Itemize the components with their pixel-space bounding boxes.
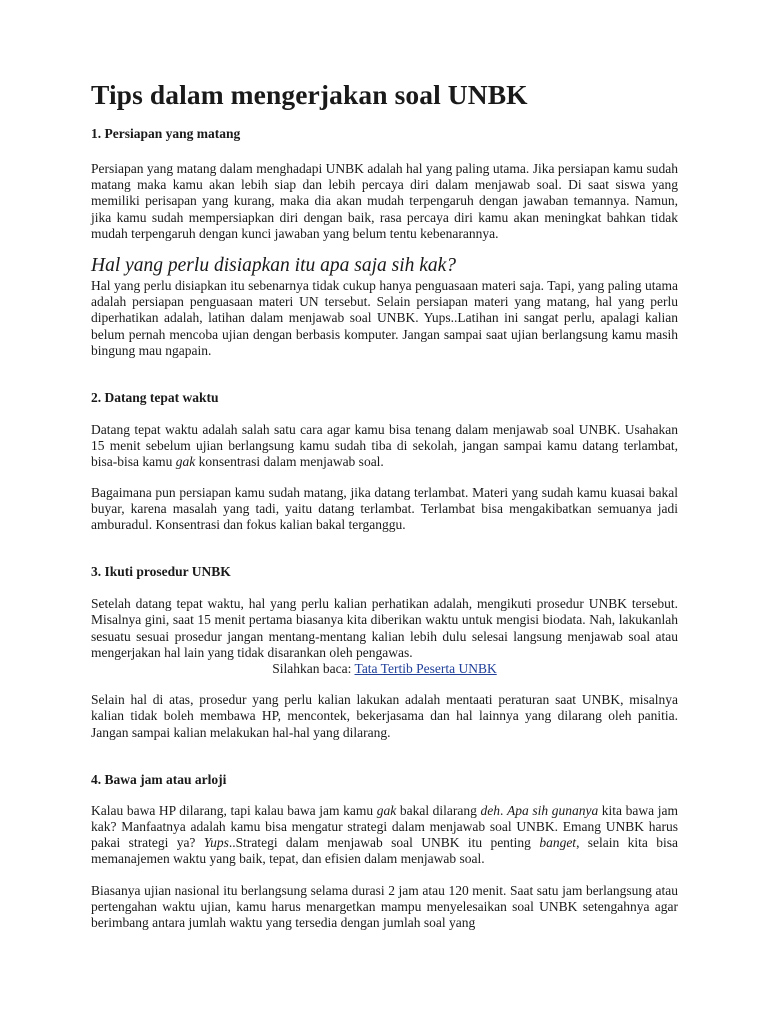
section-1-subheading: Hal yang perlu disiapkan itu apa saja sih kak?	[91, 255, 457, 277]
section-2-paragraph-1-part-a: Datang tepat waktu adalah salah satu cara agar kamu bisa tenang dalam menjawab soal UNBK. Usahakan 15 menit sebelum ujian berlangsung kamu sudah tiba di sekolah, jangan sampai kamu datang terlambat, bisa-bisa kamu	[91, 422, 678, 470]
section-4-paragraph-2: Biasanya ujian nasional itu berlangsung selama durasi 2 jam atau 120 menit. Saat satu jam berlangsung atau pertengahan waktu ujian, kamu harus menargetkan mampu menyelesaikan soal UNBK setengahnya agar berimbang antara jumlah waktu yang tersedia dengan jumlah soal yang	[91, 882, 678, 931]
s4-p1-em-3: Apa sih gunanya	[507, 802, 599, 818]
s4-p1-part-b: bakal dilarang	[396, 802, 481, 818]
s4-p1-em-1: gak	[376, 802, 397, 818]
section-2-heading: 2. Datang tepat waktu	[91, 390, 219, 406]
read-also-line	[91, 661, 678, 677]
document-page	[91, 78, 678, 931]
s4-p1-em-2: deh	[480, 802, 501, 818]
section-4-paragraph-1	[91, 803, 678, 868]
document-title: Tips dalam mengerjakan soal UNBK	[91, 79, 528, 110]
read-also-label: Silahkan baca:	[272, 661, 355, 677]
section-2-paragraph-1	[91, 422, 678, 471]
s4-p1-em-5: banget	[539, 835, 577, 851]
section-1-paragraph-1: Persiapan yang matang dalam menghadapi UNBK adalah hal yang paling utama. Jika persiapan kamu sudah matang maka kamu akan lebih siap dan lebih percaya diri dalam menjawab soal. Di saat siswa yang memiliki perisapan yang kurang, maka dia akan mudah terpengaruh dengan jawaban temannya. Namun, jika kamu sudah mempersiapkan diri dengan baik, rasa percaya diri kamu akan meningkat bahkan tidak mudah terpengaruh dengan kunci jawaban yang belum tentu kebenarannya.	[91, 161, 678, 241]
section-3-paragraph-2: Selain hal di atas, prosedur yang perlu kalian lakukan adalah mentaati peraturan saat UNBK, misalnya kalian tidak boleh membawa HP, mencontek, bekerjasama dan hal lainnya yang dilarang oleh panitia. Jangan sampai kalian melakukan hal-hal yang dilarang.	[91, 692, 678, 740]
section-1-heading: 1. Persiapan yang matang	[91, 126, 241, 141]
s4-p1-part-e: ..Strategi dalam menjawab soal UNBK itu penting	[228, 835, 540, 851]
section-3-paragraph-1: Setelah datang tepat waktu, hal yang perlu kalian perhatikan adalah, mengikuti prosedur UNBK tersebut. Misalnya gini, saat 15 menit pertama biasanya kita diberikan waktu untuk mengisi biodata. Nah, lakukanlah sesuatu sesuai prosedur jangan mentang-mentang kalian lebih dulu selesai langsung menjawab soal atau mengerjakan hal lain yang tidak disarankan oleh pengawas.	[91, 596, 678, 660]
section-2-paragraph-1-part-b: konsentrasi dalam menjawab soal.	[195, 454, 384, 470]
s4-p1-em-4: Yups	[203, 835, 229, 851]
s4-p1-part-c: .	[500, 802, 507, 818]
section-2-paragraph-1-emphasis: gak	[175, 454, 196, 470]
s4-p1-part-a: Kalau bawa HP dilarang, tapi kalau bawa jam kamu	[91, 802, 377, 818]
s4-p1-part-f: , selain kita bisa memanajemen waktu yang baik, tepat, dan efisien dalam menjawab soal.	[91, 835, 678, 867]
s4-p1-part-d: kita bawa jam kak? Manfaatnya adalah kamu bisa mengatur strategi dalam menjawab soal UNBK. Emang UNBK harus pakai strategi ya?	[91, 802, 678, 851]
read-also-link[interactable]: Tata Tertib Peserta UNBK	[354, 661, 497, 677]
section-3-heading: 3. Ikuti prosedur UNBK	[91, 564, 231, 580]
section-4-heading: 4. Bawa jam atau arloji	[91, 771, 227, 787]
section-1-paragraph-2: Hal yang perlu disiapkan itu sebenarnya tidak cukup hanya penguasaan materi saja. Tapi, yang paling utama adalah persiapan penguasaan materi UN tersebut. Selain persiapan materi yang matang, hal yang perlu diperhatikan adalah, latihan dalam menjawab soal UNBK. Yups..Latihan ini sangat perlu, apalagi kalian belum pernah mencoba ujian dengan berbasis komputer. Jangan sampai saat ujian berlangsung kamu masih bingung mau ngapain.	[91, 278, 678, 358]
section-2-paragraph-2: Bagaimana pun persiapan kamu sudah matang, jika datang terlambat. Materi yang sudah kamu kuasai bakal buyar, karena masalah yang tadi, yaitu datang terlambat. Terlambat bisa mengakibatkan semuanya jadi amburadul. Konsentrasi dan fokus kalian bakal terganggu.	[91, 484, 678, 533]
